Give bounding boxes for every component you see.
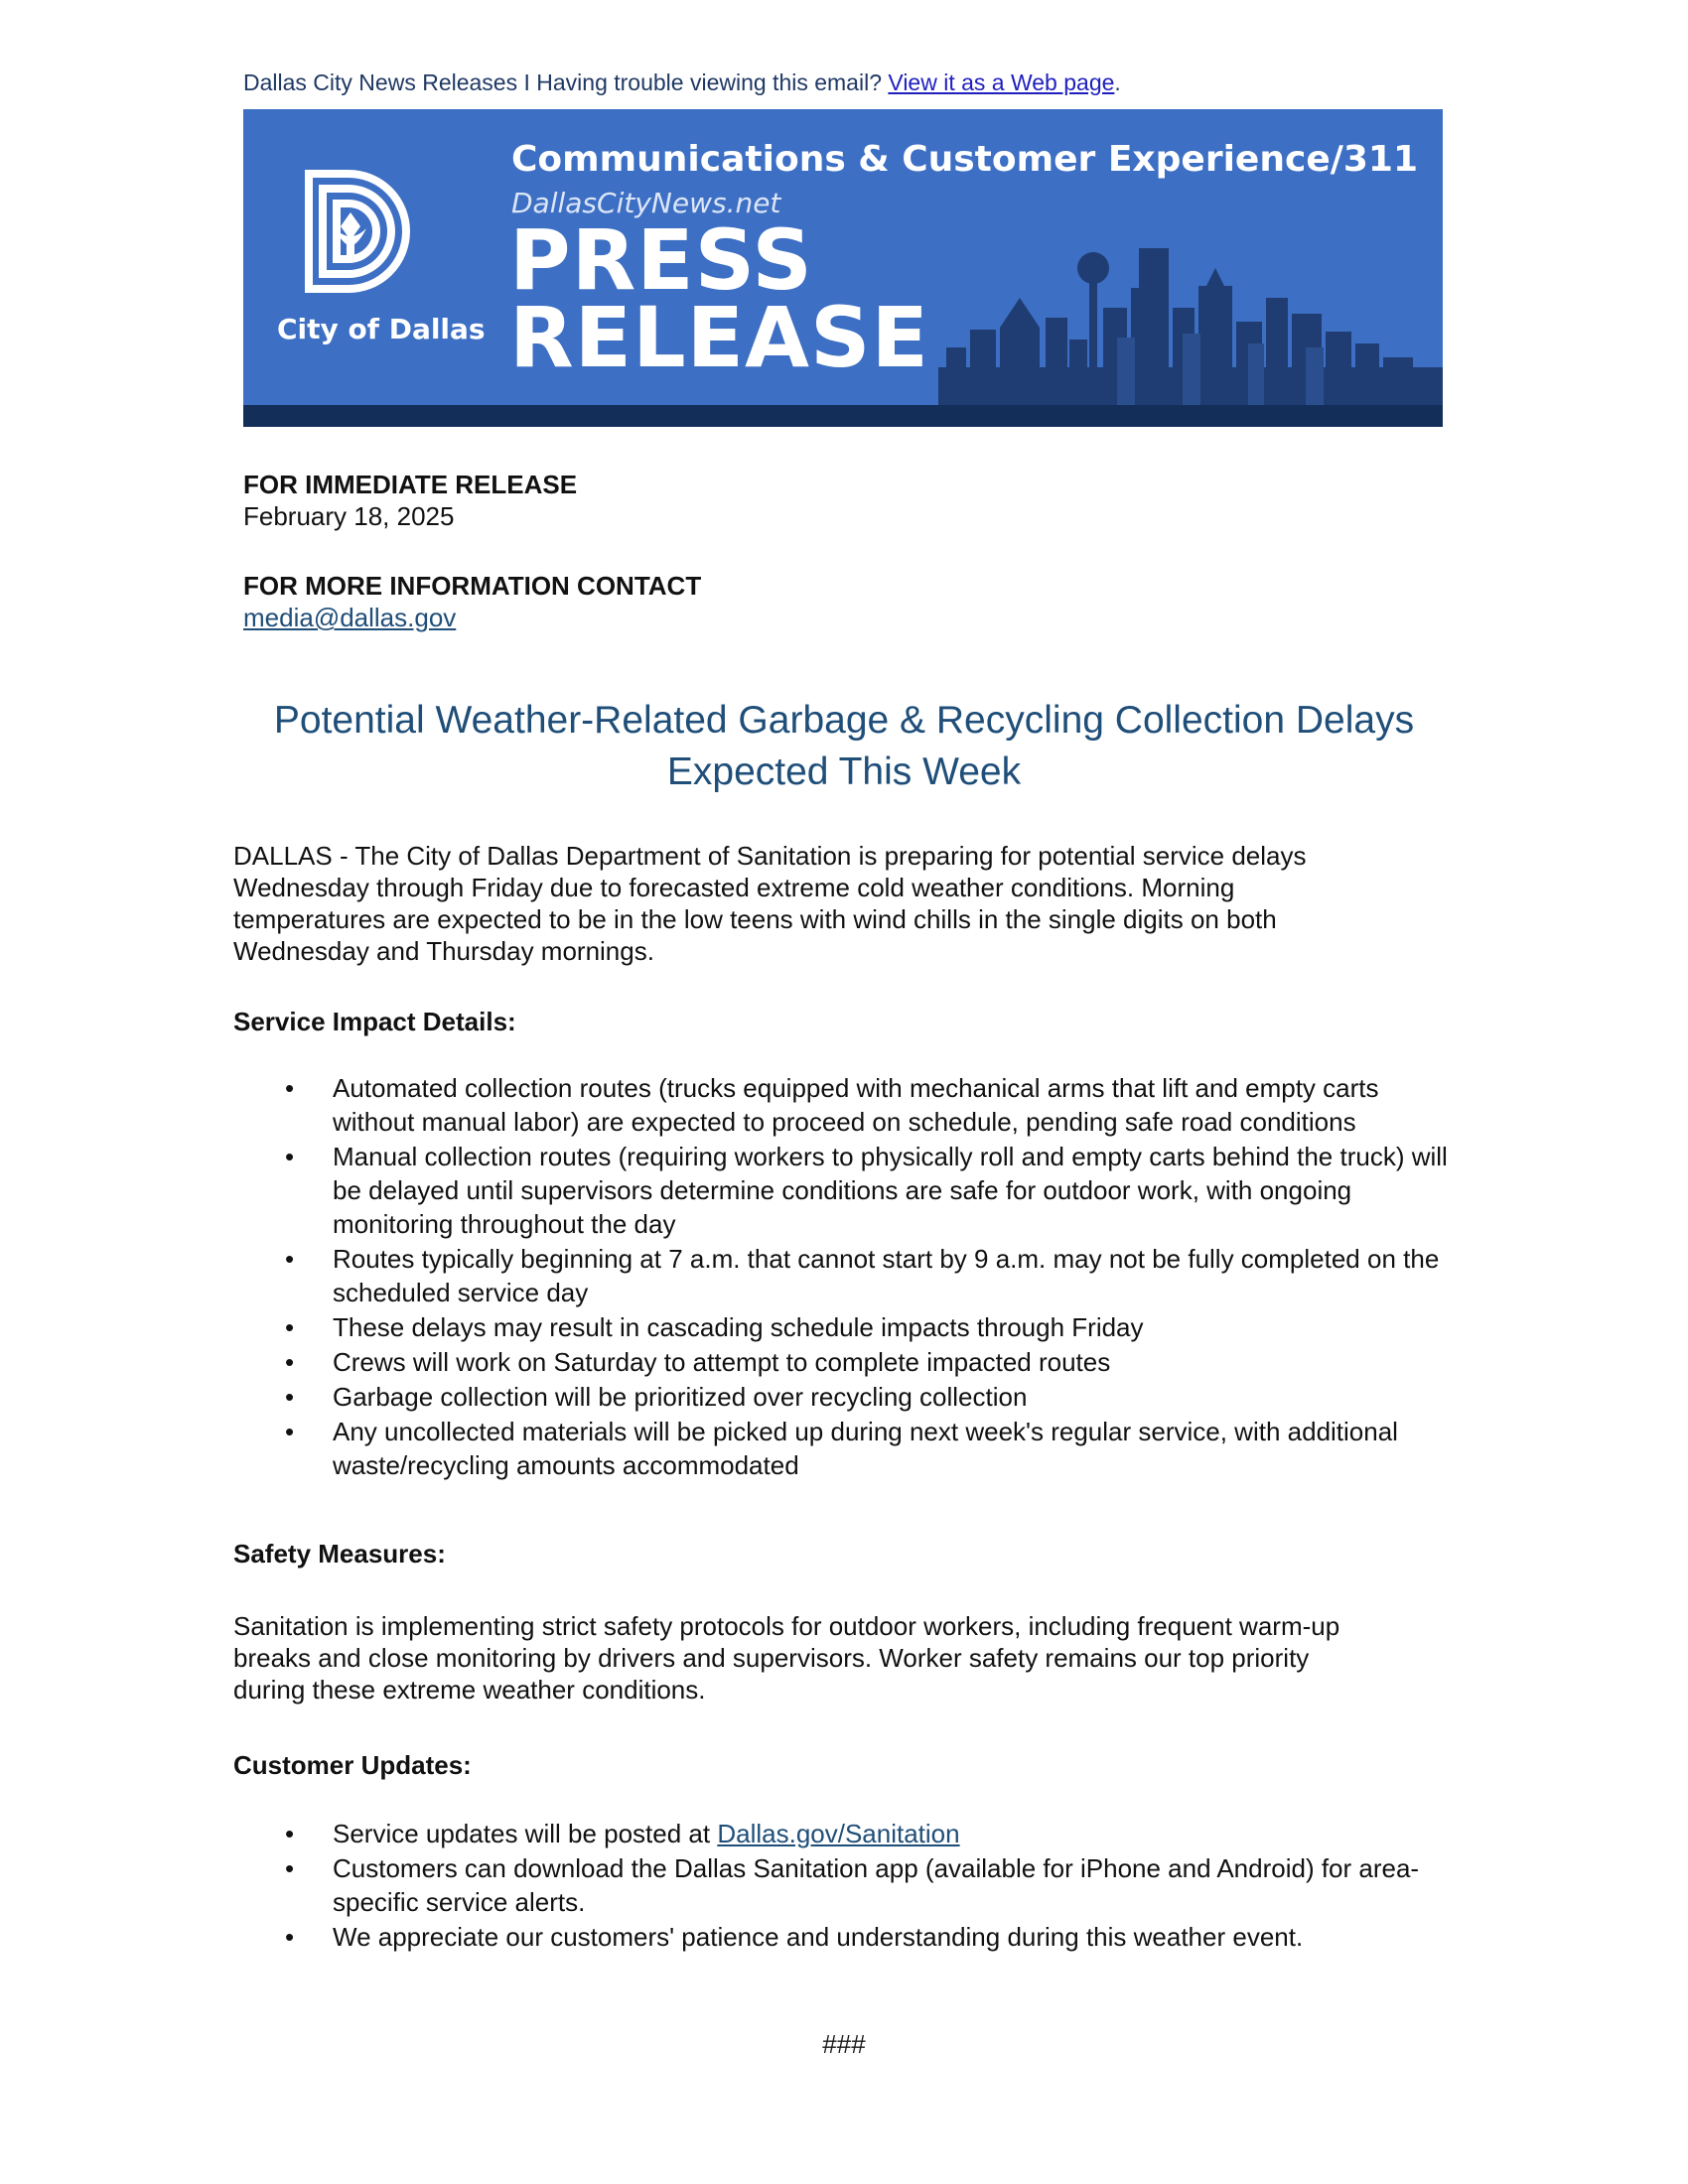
list-item-text: We appreciate our customers' patience and understanding during this weather event. — [333, 1922, 1304, 1952]
bullet-icon: • — [285, 1073, 295, 1103]
list-item-text: Manual collection routes (requiring workers to physically roll and empty carts behind the truck) will be delayed until supervisors determine conditions are safe for outdoor work, with ongoing monitoring throughout the day — [333, 1142, 1448, 1239]
intro-line: Wednesday through Friday due to forecasted extreme cold weather conditions. Morning — [233, 873, 1235, 902]
intro-paragraph — [233, 840, 1455, 967]
banner-city-name: City of Dallas — [277, 313, 486, 345]
list-item — [233, 1920, 1460, 1954]
view-web-page-link[interactable]: View it as a Web page — [888, 69, 1115, 95]
bullet-icon: • — [285, 1922, 295, 1952]
list-item-text: Service updates will be posted at — [333, 1819, 718, 1848]
bullet-icon: • — [285, 1312, 295, 1342]
email-header-line — [243, 69, 1121, 96]
list-item — [233, 1140, 1460, 1241]
list-item-text: Any uncollected materials will be picked up during next week's regular service, with additional waste/recycling amounts accommodated — [333, 1417, 1398, 1480]
safety-line: breaks and close monitoring by drivers and supervisors. Worker safety remains our top priority — [233, 1643, 1310, 1673]
list-item-text: Crews will work on Saturday to attempt to complete impacted routes — [333, 1347, 1111, 1377]
bullet-icon: • — [285, 1382, 295, 1412]
customer-updates-list — [233, 1817, 1460, 1955]
end-mark: ### — [822, 2029, 866, 2059]
bullet-icon: • — [285, 1347, 295, 1377]
contact-info — [243, 570, 701, 633]
safety-paragraph — [233, 1610, 1455, 1706]
headline — [228, 695, 1460, 798]
list-item — [233, 1345, 1460, 1379]
banner-press: PRESS — [509, 211, 813, 309]
release-info — [243, 469, 577, 532]
contact-email-link[interactable]: media@dallas.gov — [243, 603, 457, 632]
list-item — [233, 1851, 1460, 1919]
service-impact-list — [233, 1071, 1460, 1483]
safety-heading: Safety Measures: — [233, 1539, 446, 1569]
banner-website: DallasCityNews.net — [511, 187, 781, 219]
headline-line-1: Potential Weather-Related Garbage & Recycling Collection Delays — [273, 699, 1415, 742]
bullet-icon: • — [285, 1244, 295, 1274]
sanitation-link[interactable]: Dallas.gov/Sanitation — [717, 1819, 960, 1848]
press-release-banner — [243, 109, 1443, 427]
list-item-text: These delays may result in cascading schedule impacts through Friday — [333, 1312, 1144, 1342]
safety-line: Sanitation is implementing strict safety protocols for outdoor workers, including frequent warm-up — [233, 1611, 1340, 1641]
city-of-dallas-logo-icon — [309, 174, 406, 289]
intro-line: DALLAS - The City of Dallas Department of Sanitation is preparing for potential service delays — [233, 841, 1307, 871]
list-item — [233, 1817, 1460, 1850]
list-item-text: Routes typically beginning at 7 a.m. that cannot start by 9 a.m. may not be fully completed on the scheduled service day — [333, 1244, 1440, 1307]
intro-line: temperatures are expected to be in the low teens with wind chills in the single digits on both — [233, 904, 1277, 934]
list-item-text: Garbage collection will be prioritized over recycling collection — [333, 1382, 1028, 1412]
list-item-text: Automated collection routes (trucks equipped with mechanical arms that lift and empty carts without manual labor) are expected to proceed on schedule, pending safe road conditions — [333, 1073, 1379, 1137]
bullet-icon: • — [285, 1417, 295, 1446]
list-item-text: Customers can download the Dallas Sanitation app (available for iPhone and Android) for area-specific service alerts. — [333, 1853, 1420, 1917]
bullet-icon: • — [285, 1142, 295, 1171]
list-item — [233, 1415, 1460, 1482]
list-item — [233, 1071, 1460, 1139]
banner-department: Communications & Customer Experience/311 — [511, 139, 1419, 180]
release-label: FOR IMMEDIATE RELEASE — [243, 470, 578, 499]
email-header-text: Dallas City News Releases I Having trouble viewing this email? — [243, 69, 889, 95]
list-item — [233, 1310, 1460, 1344]
list-item — [233, 1380, 1460, 1414]
intro-line: Wednesday and Thursday mornings. — [233, 936, 654, 966]
contact-label: FOR MORE INFORMATION CONTACT — [243, 571, 702, 601]
safety-line: during these extreme weather conditions. — [233, 1675, 706, 1705]
service-impact-heading: Service Impact Details: — [233, 1007, 516, 1036]
bullet-icon: • — [285, 1853, 295, 1883]
release-date: February 18, 2025 — [243, 501, 455, 531]
email-header-period: . — [1114, 69, 1121, 95]
headline-line-2: Expected This Week — [666, 751, 1022, 793]
bullet-icon: • — [285, 1819, 295, 1848]
customer-updates-heading: Customer Updates: — [233, 1750, 472, 1780]
banner-release: RELEASE — [509, 289, 929, 386]
list-item — [233, 1242, 1460, 1309]
